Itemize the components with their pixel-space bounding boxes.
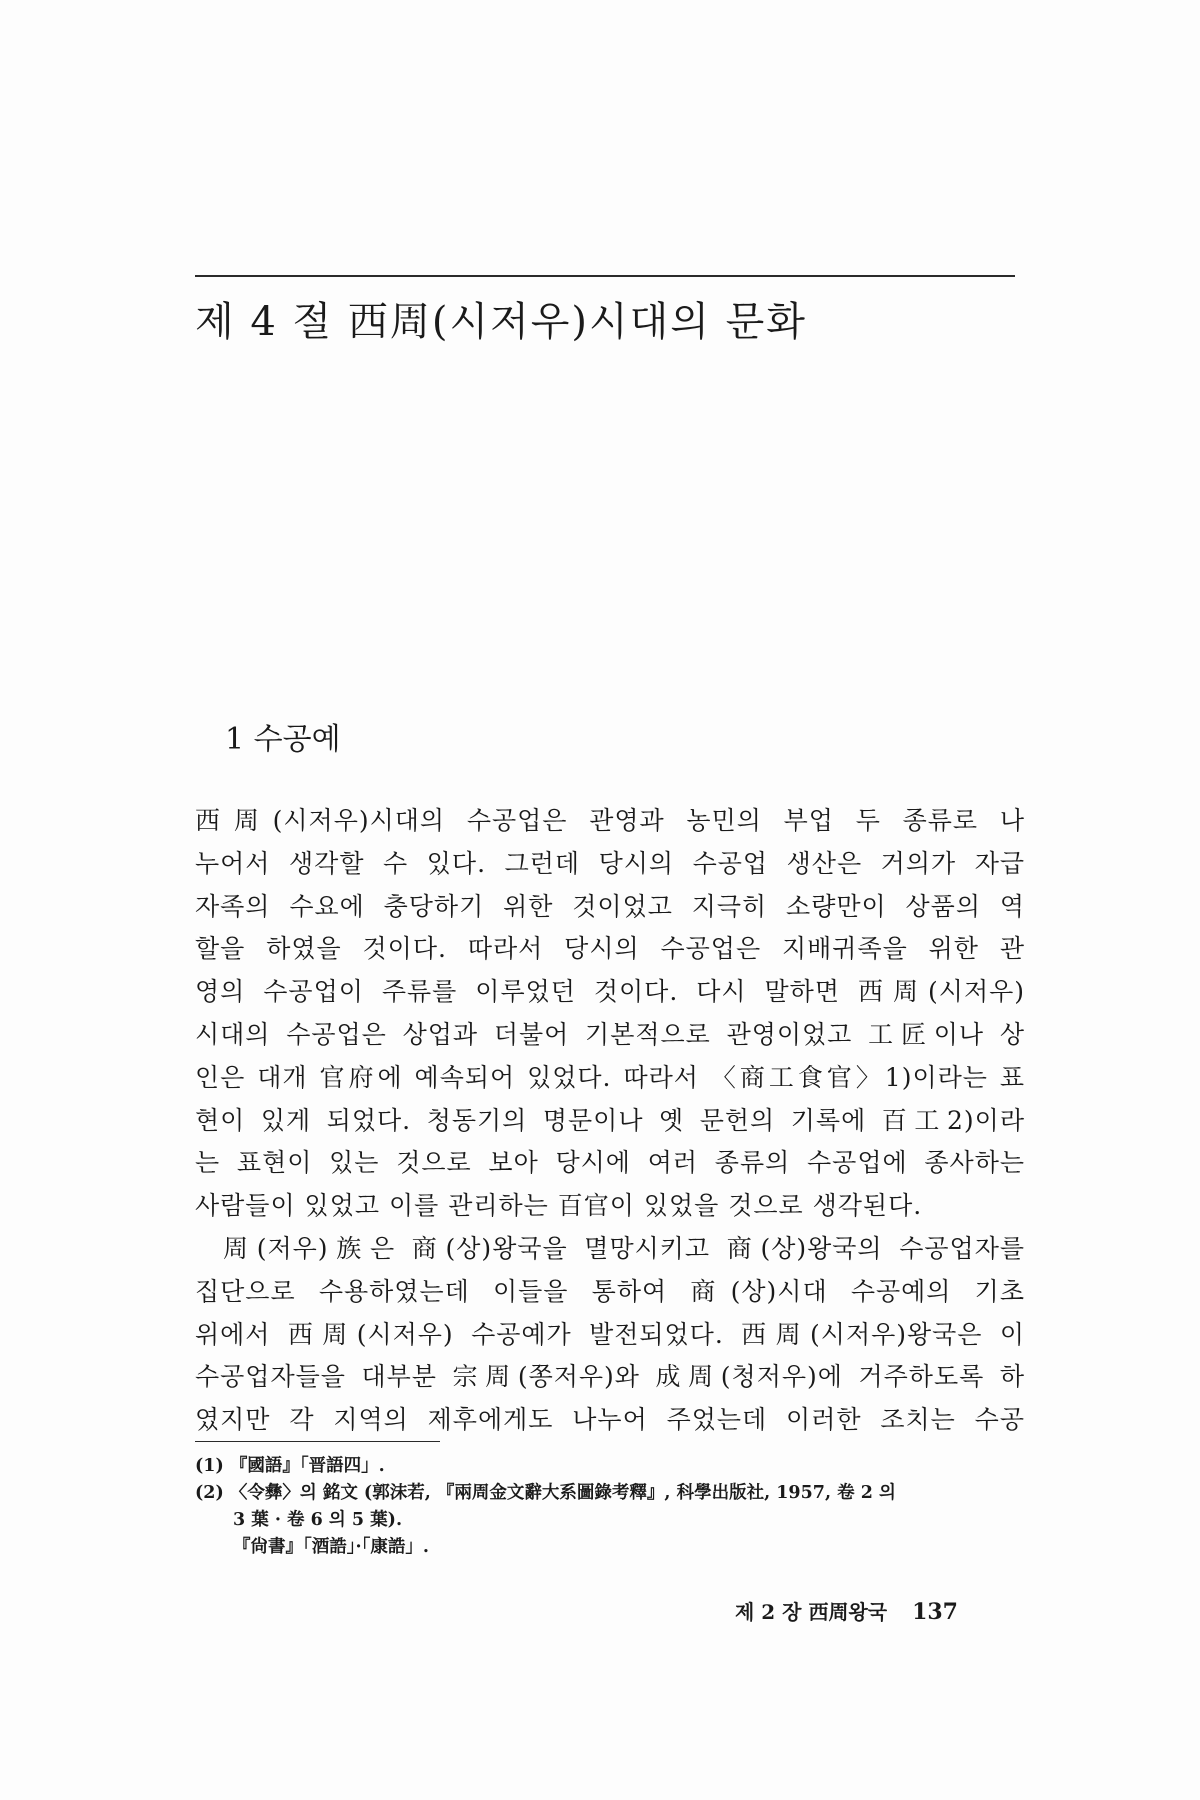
section-heading: 1 수공예	[225, 722, 341, 757]
text-line: 인은 대개 官府에 예속되어 있었다. 따라서 〈商工食官〉1)이라는 표	[195, 1062, 1025, 1092]
running-head: 제 2 장 西周왕국	[735, 1600, 888, 1624]
body-text	[195, 800, 1025, 1442]
paragraph-2	[195, 1228, 1025, 1442]
paragraph-1	[195, 800, 1025, 1228]
text-line: 영의 수공업이 주류를 이루었던 것이다. 다시 말하면 西周(시저우)	[195, 977, 1025, 1007]
text-line: 자족의 수요에 충당하기 위한 것이었고 지극히 소량만이 상품의 역	[195, 891, 1025, 921]
text-line: 였지만 각 지역의 제후에게도 나누어 주었는데 이러한 조치는 수공	[195, 1405, 1025, 1435]
footnote-2-extra: 『尙書』「酒誥」·「康誥」.	[233, 1537, 429, 1557]
text-line: 위에서 西周(시저우) 수공예가 발전되었다. 西周(시저우)왕국은 이	[195, 1319, 1025, 1349]
text-line: 수공업자들을 대부분 宗周(쫑저우)와 成周(청저우)에 거주하도록 하	[195, 1362, 1025, 1392]
text-line: 현이 있게 되었다. 청동기의 명문이나 옛 문헌의 기록에 百工2)이라	[195, 1105, 1025, 1135]
text-line: 할을 하였을 것이다. 따라서 당시의 수공업은 지배귀족을 위한 관	[195, 934, 1025, 964]
text-line: 西周(시저우)시대의 수공업은 관영과 농민의 부업 두 종류로 나	[195, 806, 1025, 835]
footnote-divider-rule	[195, 1441, 440, 1442]
footnote-2-continued: 3 葉 · 卷 6 의 5 葉).	[233, 1510, 403, 1530]
text-line: 사람들이 있었고 이를 관리하는 百官이 있었을 것으로 생각된다.	[195, 1191, 923, 1221]
text-line: 집단으로 수용하였는데 이들을 통하여 商(상)시대 수공예의 기초	[195, 1276, 1025, 1306]
text-line: 周(저우)族은 商(상)왕국을 멸망시키고 商(상)왕국의 수공업자를	[223, 1233, 1025, 1263]
footnote-2: (2) 〈令彝〉의 銘文 (郭沫若, 『兩周金文辭大系圖錄考釋』, 科學出版社, 1957, 卷 2 의	[195, 1483, 896, 1503]
footnotes	[195, 1453, 1025, 1561]
text-line: 는 표현이 있는 것으로 보아 당시에 여러 종류의 수공업에 종사하는	[195, 1148, 1025, 1178]
text-line: 시대의 수공업은 상업과 더불어 기본적으로 관영이었고 工匠이나 상	[195, 1019, 1025, 1049]
running-footer	[735, 1596, 958, 1625]
chapter-title: 제 4 절 西周(시저우)시대의 문화	[195, 299, 807, 345]
chapter-divider-rule	[195, 275, 1015, 277]
footnote-1: (1) 『國語』「晋語四」.	[195, 1456, 385, 1476]
text-line: 누어서 생각할 수 있다. 그런데 당시의 수공업 생산은 거의가 자급	[195, 848, 1025, 878]
page-number: 137	[912, 1599, 958, 1625]
